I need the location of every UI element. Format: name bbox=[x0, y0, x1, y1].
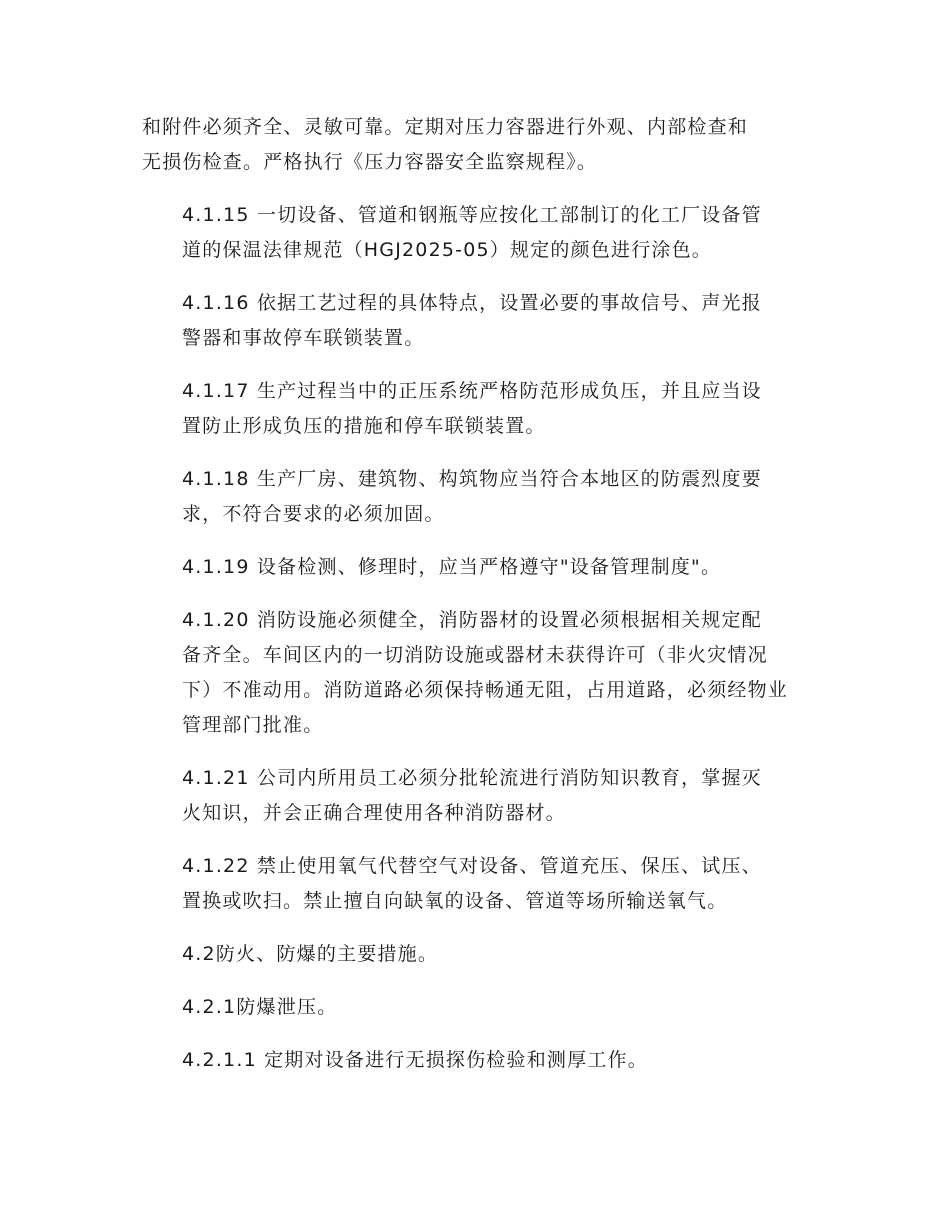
paragraph-4-1-16 bbox=[142, 286, 806, 356]
text-line: 4.1.20 消防设施必须健全，消防器材的设置必须根据相关规定配 bbox=[182, 609, 762, 631]
paragraph-4-1-21 bbox=[142, 761, 806, 831]
text-line: 4.1.16 依据工艺过程的具体特点，设置必要的事故信号、声光报 bbox=[182, 292, 762, 314]
paragraph-4-1-17 bbox=[142, 374, 806, 444]
text-line: 警器和事故停车联锁装置。 bbox=[182, 327, 425, 349]
paragraph-4-2-1-1 bbox=[142, 1043, 806, 1078]
paragraph-4-1-15 bbox=[142, 198, 806, 268]
paragraph-4-1-18 bbox=[142, 462, 806, 532]
text-line: 4.1.17 生产过程当中的正压系统严格防范形成负压，并且应当设 bbox=[182, 380, 762, 402]
text-line: 置防止形成负压的措施和停车联锁装置。 bbox=[182, 415, 546, 437]
text-line: 4.2防火、防爆的主要措施。 bbox=[182, 943, 439, 965]
text-line: 4.1.21 公司内所用员工必须分批轮流进行消防知识教育，掌握灭 bbox=[182, 767, 762, 789]
text-line: 和附件必须齐全、灵敏可靠。定期对压力容器进行外观、内部检查和 bbox=[142, 116, 749, 138]
paragraph-4-1-22 bbox=[142, 849, 806, 919]
paragraph-4-1-19 bbox=[142, 550, 806, 585]
document-body bbox=[142, 110, 806, 1096]
text-line: 4.1.18 生产厂房、建筑物、构筑物应当符合本地区的防震烈度要 bbox=[182, 468, 762, 490]
text-line: 管理部门批准。 bbox=[182, 714, 324, 736]
text-line: 火知识，并会正确合理使用各种消防器材。 bbox=[182, 802, 566, 824]
text-line: 4.1.19 设备检测、修理时，应当严格遵守"设备管理制度"。 bbox=[182, 556, 722, 578]
section-heading-4-2 bbox=[142, 937, 806, 972]
text-line: 4.2.1.1 定期对设备进行无损探伤检验和测厚工作。 bbox=[182, 1049, 648, 1071]
text-line: 4.1.15 一切设备、管道和钢瓶等应按化工部制订的化工厂设备管 bbox=[182, 204, 762, 226]
paragraph-pressure-vessel bbox=[142, 110, 806, 180]
text-line: 下）不准动用。消防道路必须保持畅通无阻，占用道路，必须经物业 bbox=[182, 679, 789, 701]
text-line: 求，不符合要求的必须加固。 bbox=[182, 503, 445, 525]
paragraph-4-1-20 bbox=[142, 603, 806, 743]
section-heading-4-2-1 bbox=[142, 990, 806, 1025]
text-line: 4.1.22 禁止使用氧气代替空气对设备、管道充压、保压、试压、 bbox=[182, 855, 762, 877]
text-line: 4.2.1防爆泄压。 bbox=[182, 996, 338, 1018]
text-line: 备齐全。车间区内的一切消防设施或器材未获得许可（非火灾情况 bbox=[182, 644, 768, 666]
text-line: 无损伤检查。严格执行《压力容器安全监察规程》。 bbox=[142, 151, 598, 173]
text-line: 道的保温法律规范（HGJ2025-05）规定的颜色进行涂色。 bbox=[182, 239, 713, 261]
text-line: 置换或吹扫。禁止擅自向缺氧的设备、管道等场所输送氧气。 bbox=[182, 890, 728, 912]
